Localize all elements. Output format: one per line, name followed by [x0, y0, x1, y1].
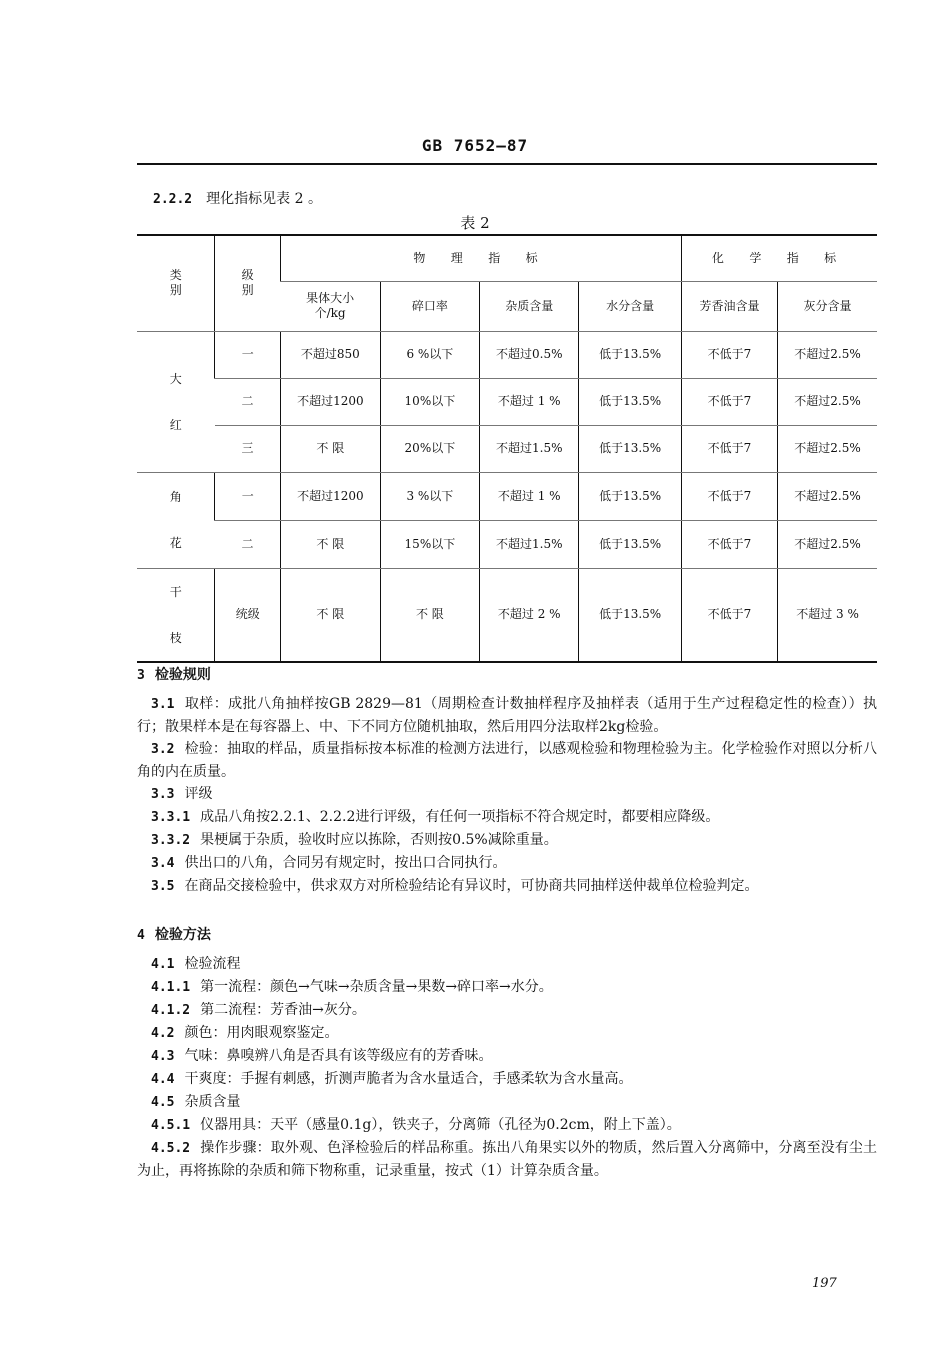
moisture-cell: 低于13.5% — [579, 331, 681, 378]
section-4 — [137, 924, 877, 1182]
aroma-oil-cell: 不低于7 — [681, 568, 777, 662]
clause-4-5-2: 4.5.2 操作步骤：取外观、色泽检验后的样品称重。拣出八角果实以外的物质，然后置入分离筛中，分离至没有尘土为止，再将拣除的杂质和筛下物称重，记录重量，按式（1）计算杂质含量。 — [137, 1140, 877, 1179]
moisture-cell: 低于13.5% — [579, 425, 681, 472]
moisture-cell: 低于13.5% — [579, 378, 681, 425]
category-cell: 干枝 — [137, 568, 215, 662]
clause-2-2-2 — [153, 188, 322, 208]
grade-cell: 三 — [215, 425, 281, 472]
table-row — [137, 378, 877, 425]
broken-cell: 3 %以下 — [380, 472, 479, 520]
ash-cell: 不超过2.5% — [778, 378, 877, 425]
header-size: 果体大小个/kg — [280, 281, 380, 331]
moisture-cell: 低于13.5% — [579, 568, 681, 662]
spec-table — [137, 234, 877, 663]
header-aroma-oil: 芳香油含量 — [681, 281, 777, 331]
table-row — [137, 472, 877, 520]
standard-code-header: GB 7652—87 — [421, 136, 529, 155]
aroma-oil-cell: 不低于7 — [681, 331, 777, 378]
clause-4-3: 4.3 气味：鼻嗅辨八角是否具有该等级应有的芳香味。 — [151, 1048, 493, 1064]
broken-cell: 10%以下 — [380, 378, 479, 425]
table-caption: 表 2 — [460, 214, 490, 232]
clause-3-3-2: 3.3.2 果梗属于杂质，验收时应以拣除，否则按0.5%减除重量。 — [151, 832, 558, 848]
clause-3-3-1: 3.3.1 成品八角按2.2.1、2.2.2进行评级，有任何一项指标不符合规定时，都要相应降级。 — [151, 809, 720, 825]
impurity-cell: 不超过 2 % — [480, 568, 579, 662]
broken-cell: 6 %以下 — [380, 331, 479, 378]
broken-cell: 15%以下 — [380, 520, 479, 568]
size-cell: 不超过850 — [280, 331, 380, 378]
moisture-cell: 低于13.5% — [579, 520, 681, 568]
ash-cell: 不超过2.5% — [778, 425, 877, 472]
clause-3-1: 3.1 取样：成批八角抽样按GB 2829—81（周期检查计数抽样程序及抽样表（适用于生产过程稳定性的检查））执行；散果样本是在每容器上、中、下不同方位随机抽取，然后用四分法取样2kg检验。 — [137, 696, 877, 735]
header-broken: 碎口率 — [380, 281, 479, 331]
clause-4-1-1: 4.1.1 第一流程：颜色→气味→杂质含量→果数→碎口率→水分。 — [151, 979, 553, 995]
impurity-cell: 不超过0.5% — [480, 331, 579, 378]
ash-cell: 不超过 3 % — [778, 568, 877, 662]
size-cell: 不 限 — [280, 425, 380, 472]
size-cell: 不超过1200 — [280, 378, 380, 425]
impurity-cell: 不超过 1 % — [480, 472, 579, 520]
grade-cell: 二 — [215, 378, 281, 425]
clause-3-3: 3.3 评级 — [151, 786, 213, 802]
clause-3-2: 3.2 检验：抽取的样品，质量指标按本标准的检测方法进行，以感观检验和物理检验为主。化学检验作对照以分析八角的内在质量。 — [137, 741, 877, 780]
section-3-heading: 3 检验规则 — [137, 667, 211, 683]
aroma-oil-cell: 不低于7 — [681, 425, 777, 472]
broken-cell: 不 限 — [380, 568, 479, 662]
broken-cell: 20%以下 — [380, 425, 479, 472]
table-row — [137, 425, 877, 472]
clause-number: 2.2.2 — [153, 192, 193, 207]
clause-4-2: 4.2 颜色：用肉眼观察鉴定。 — [151, 1025, 339, 1041]
clause-3-5: 3.5 在商品交接检验中，供求双方对所检验结论有异议时，可协商共同抽样送仲裁单位检验判定。 — [151, 878, 759, 894]
header-grade: 级别 — [215, 235, 281, 331]
clause-4-5: 4.5 杂质含量 — [151, 1094, 241, 1110]
header-impurity: 杂质含量 — [480, 281, 579, 331]
ash-cell: 不超过2.5% — [778, 520, 877, 568]
ash-cell: 不超过2.5% — [778, 472, 877, 520]
section-3 — [137, 664, 877, 898]
size-cell: 不 限 — [280, 568, 380, 662]
clause-4-1: 4.1 检验流程 — [151, 956, 241, 972]
header-ash: 灰分含量 — [778, 281, 877, 331]
grade-cell: 二 — [215, 520, 281, 568]
category-cell: 大红 — [137, 331, 215, 472]
aroma-oil-cell: 不低于7 — [681, 378, 777, 425]
header-category: 类别 — [137, 235, 215, 331]
page-number: 197 — [812, 1276, 837, 1291]
header-chemical: 化 学 指 标 — [681, 235, 877, 281]
clause-4-4: 4.4 干爽度：手握有刺感，折测声脆者为含水量适合，手感柔软为含水量高。 — [151, 1071, 633, 1087]
table-row — [137, 331, 877, 378]
section-4-heading: 4 检验方法 — [137, 927, 211, 943]
header-moisture: 水分含量 — [579, 281, 681, 331]
size-cell: 不 限 — [280, 520, 380, 568]
ash-cell: 不超过2.5% — [778, 331, 877, 378]
category-cell: 角花 — [137, 472, 215, 568]
impurity-cell: 不超过1.5% — [480, 520, 579, 568]
moisture-cell: 低于13.5% — [579, 472, 681, 520]
header-rule — [137, 163, 877, 165]
size-cell: 不超过1200 — [280, 472, 380, 520]
grade-cell: 一 — [215, 331, 281, 378]
aroma-oil-cell: 不低于7 — [681, 520, 777, 568]
grade-cell: 一 — [215, 472, 281, 520]
table-row — [137, 568, 877, 662]
clause-4-5-1: 4.5.1 仪器用具：天平（感量0.1g），铁夹子，分离筛（孔径为0.2cm，附上下盖）。 — [151, 1117, 681, 1133]
clause-text: 理化指标见表 2 。 — [206, 191, 322, 207]
aroma-oil-cell: 不低于7 — [681, 472, 777, 520]
clause-4-1-2: 4.1.2 第二流程：芳香油→灰分。 — [151, 1002, 366, 1018]
grade-cell: 统级 — [215, 568, 281, 662]
table-row — [137, 520, 877, 568]
impurity-cell: 不超过 1 % — [480, 378, 579, 425]
clause-3-4: 3.4 供出口的八角，合同另有规定时，按出口合同执行。 — [151, 855, 507, 871]
header-physical: 物 理 指 标 — [280, 235, 681, 281]
impurity-cell: 不超过1.5% — [480, 425, 579, 472]
